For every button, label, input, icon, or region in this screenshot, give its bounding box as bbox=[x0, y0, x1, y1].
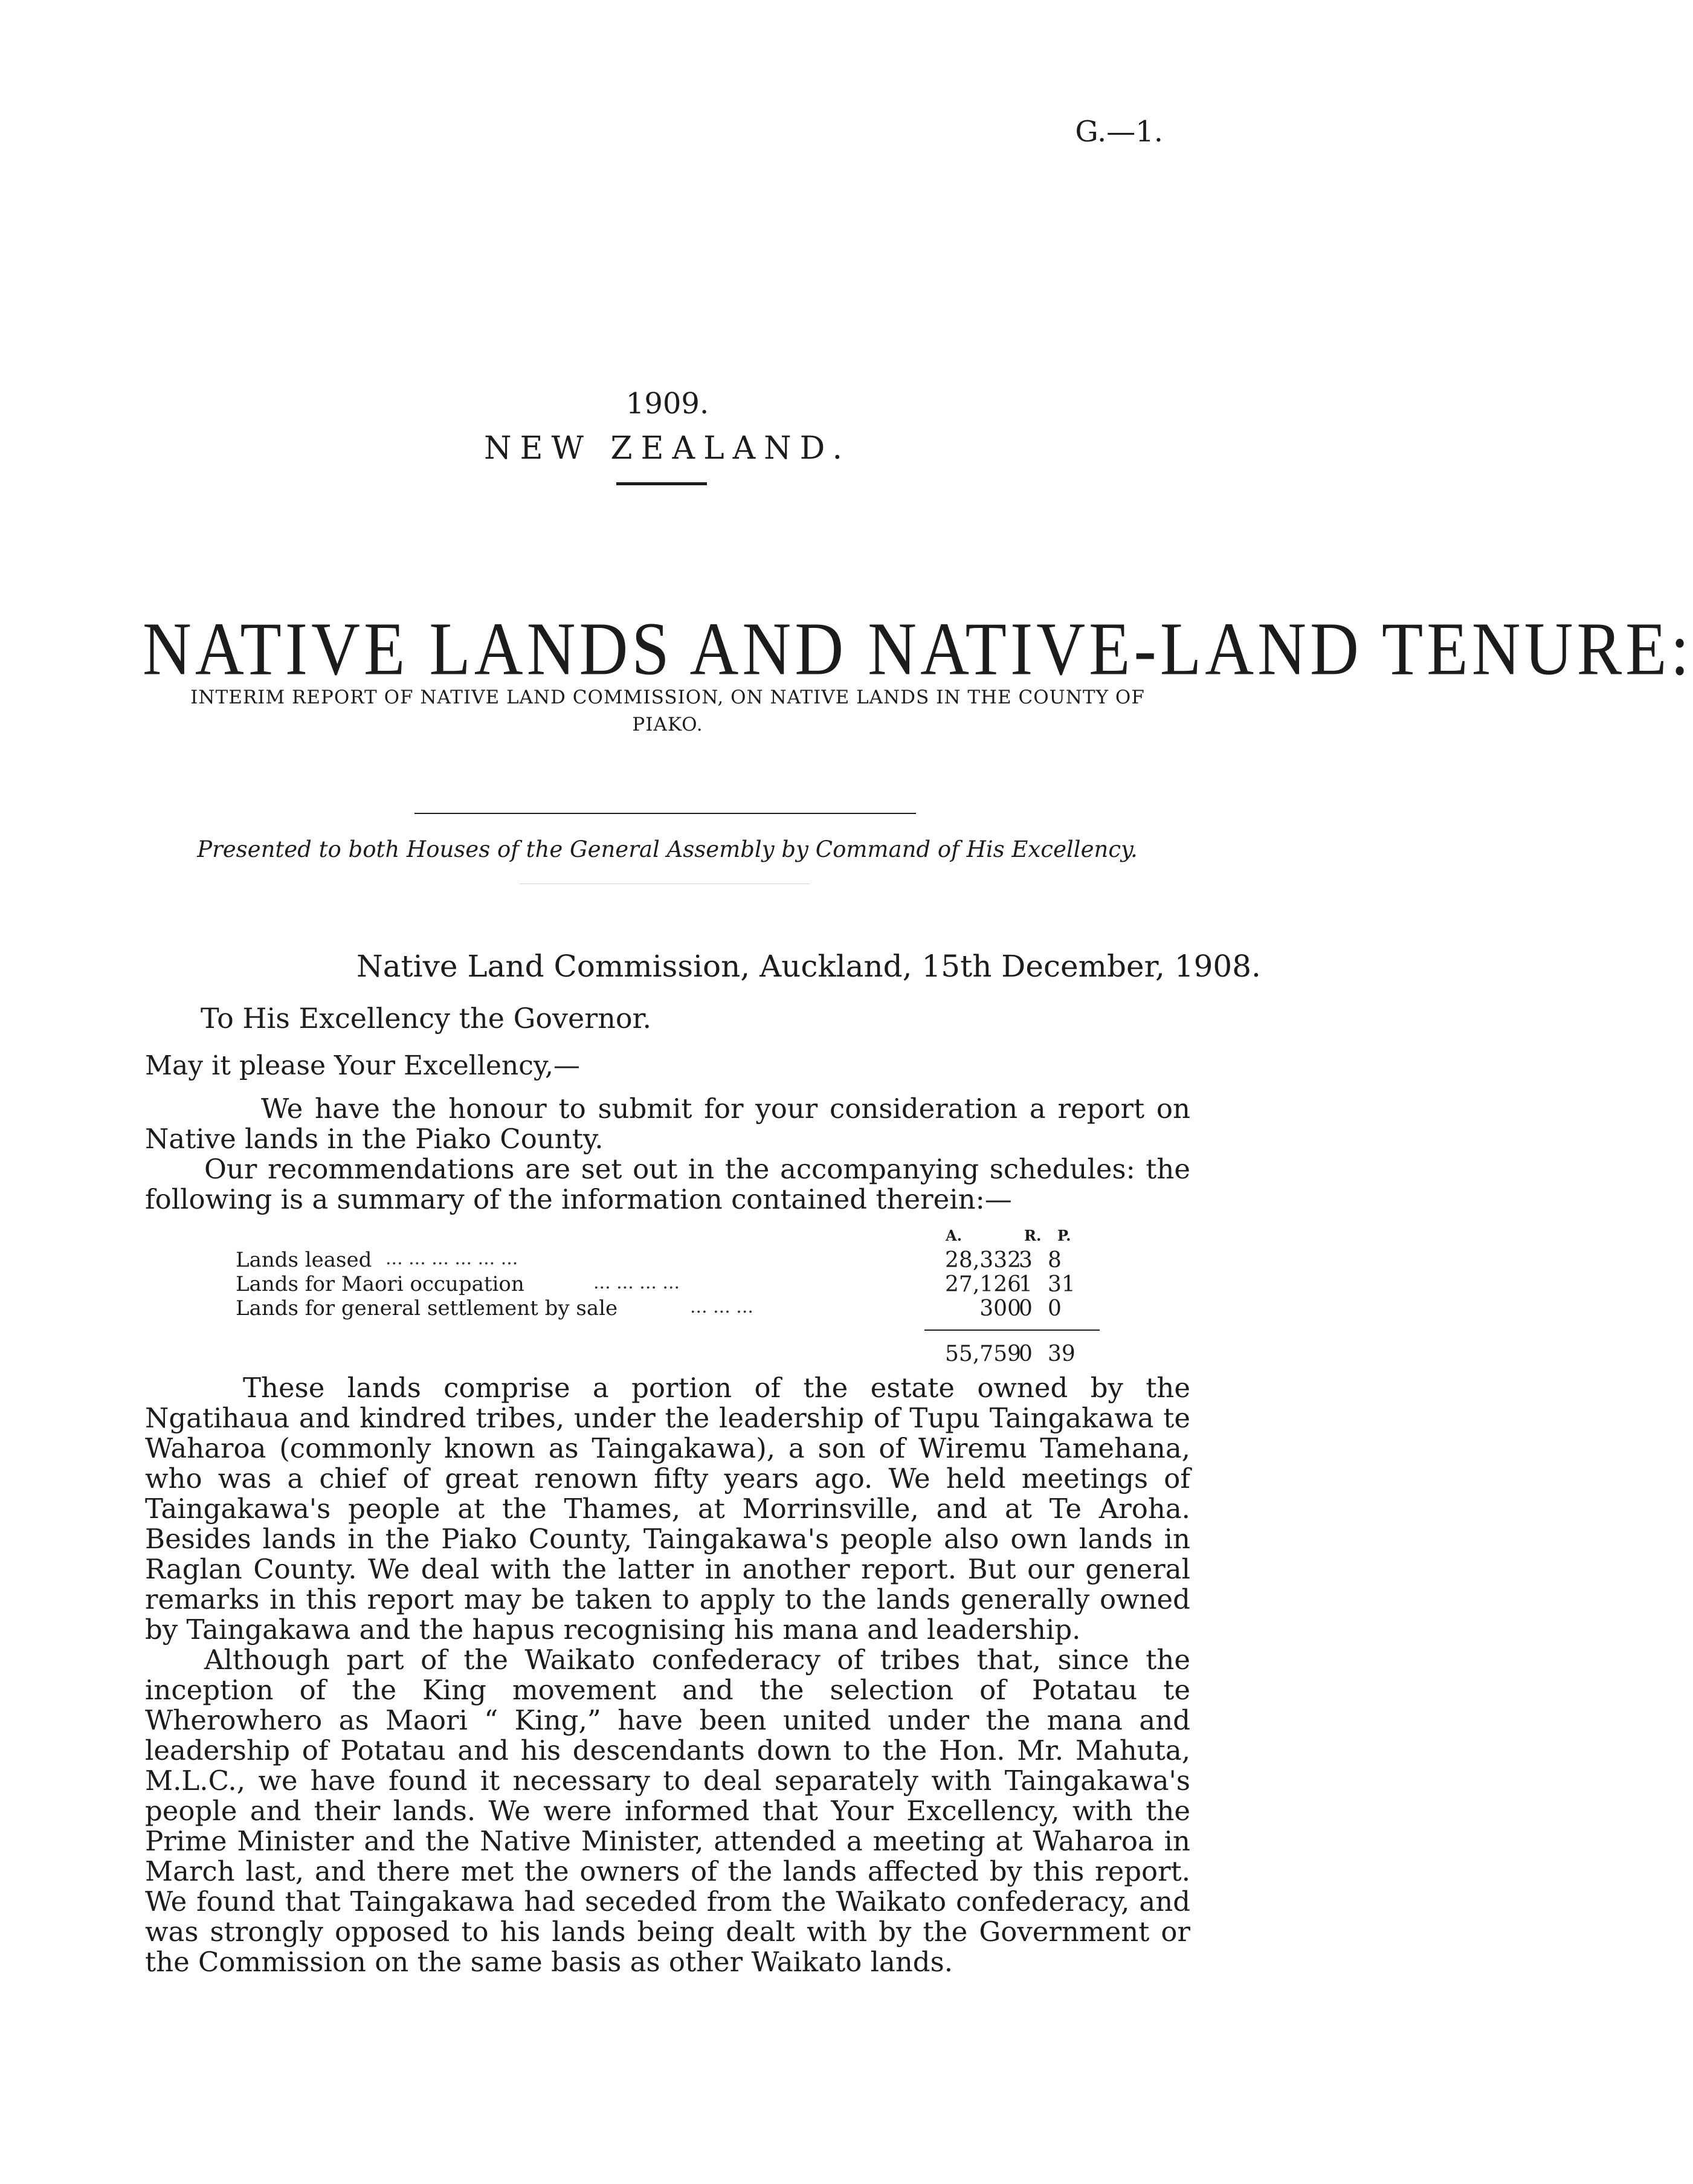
summary-row bbox=[236, 1296, 1100, 1320]
total-perches: 39 bbox=[1048, 1342, 1075, 1366]
paragraph-4: Although part of the Waikato confederacy of tribes that, since the inception of the King movement and the selection of Potatau te Wherowhero as Maori “ King,” have been united under the mana and leadership of Potatau and his descendants down to the Hon. Mr. Mahuta, M.L.C., we have found it necessary to deal separately with Taingakawa's people and their lands. We were informed that Your Excellency, with the Prime Minister and the Native Minister, attended a meeting at Waharoa in March last, and there met the owners of the lands affected by this report. We found that Taingakawa had seceded from the Waikato confederacy, and was strongly opposed to his lands being dealt with by the Government or the Commission on the same basis as other Waikato lands. bbox=[145, 1644, 1190, 1978]
row-roods: 3 bbox=[1019, 1248, 1033, 1273]
header-roods: R. bbox=[1024, 1227, 1042, 1244]
letter-dateline: Native Land Commission, Auckland, 15th December, 1908. bbox=[356, 949, 1261, 984]
leader-dots: ... ... ... ... ... ... bbox=[385, 1248, 518, 1269]
row-label: Lands for Maori occupation bbox=[236, 1272, 524, 1296]
row-acres: 300 bbox=[979, 1296, 1021, 1321]
header-acres: A. bbox=[946, 1227, 962, 1244]
letter-salutation: May it please Your Excellency,— bbox=[145, 1050, 580, 1081]
row-roods: 1 bbox=[1019, 1272, 1033, 1297]
total-roods: 0 bbox=[1019, 1342, 1033, 1366]
header-divider bbox=[616, 482, 707, 485]
row-label: Lands leased bbox=[236, 1248, 372, 1272]
total-acres: 55,759 bbox=[945, 1342, 1021, 1366]
summary-row bbox=[236, 1248, 1100, 1272]
leader-dots: ... ... ... ... bbox=[593, 1272, 680, 1293]
paragraph-1: We have the honour to submit for your consideration a report on Native lands in the Piako County. bbox=[145, 1093, 1190, 1155]
summary-total-row bbox=[236, 1342, 1100, 1366]
total-rule bbox=[924, 1329, 1100, 1331]
paragraph-3: These lands comprise a portion of the estate owned by the Ngatihaua and kindred tribes, under the leadership of Tupu Taingakawa te Waharoa (commonly known as Taingakawa), a son of Wiremu Tamehana, who was a chief of great renown fifty years ago. We held meetings of Taingakawa's people at the Thames, at Morrinsville, and at Te Aroha. Besides lands in the Piako County, Taingakawa's people also own lands in Raglan County. We deal with the latter in another report. But our general remarks in this report may be taken to apply to the lands generally owned by Taingakawa and the hapus recognising his mana and leadership. bbox=[145, 1372, 1190, 1646]
report-title: NATIVE LANDS AND NATIVE-LAND TENURE: bbox=[143, 607, 1693, 691]
leader-dots: ... ... ... bbox=[690, 1296, 753, 1317]
row-perches: 0 bbox=[1048, 1296, 1062, 1321]
country-heading: NEW ZEALAND. bbox=[483, 430, 851, 467]
paragraph-2: Our recommendations are set out in the accompanying schedules: the following is a summary of the information contained therein:— bbox=[145, 1153, 1190, 1215]
row-perches: 31 bbox=[1048, 1272, 1075, 1297]
row-roods: 0 bbox=[1019, 1296, 1033, 1321]
row-acres: 28,332 bbox=[945, 1248, 1021, 1273]
row-perches: 8 bbox=[1048, 1248, 1062, 1273]
presented-note: Presented to both Houses of the General Assembly by Command of His Excellency. bbox=[197, 836, 1138, 862]
header-perches: P. bbox=[1057, 1227, 1071, 1244]
presented-divider bbox=[414, 813, 916, 814]
document-reference: G.—1. bbox=[1075, 115, 1163, 149]
row-label: Lands for general settlement by sale bbox=[236, 1296, 618, 1320]
row-acres: 27,126 bbox=[945, 1272, 1021, 1297]
report-subtitle: INTERIM REPORT OF NATIVE LAND COMMISSION, ON NATIVE LANDS IN THE COUNTY OF PIAKO. bbox=[190, 687, 1145, 735]
document-year: 1909. bbox=[625, 387, 709, 421]
summary-row bbox=[236, 1272, 1100, 1296]
letter-addressee: To His Excellency the Governor. bbox=[201, 1002, 652, 1035]
